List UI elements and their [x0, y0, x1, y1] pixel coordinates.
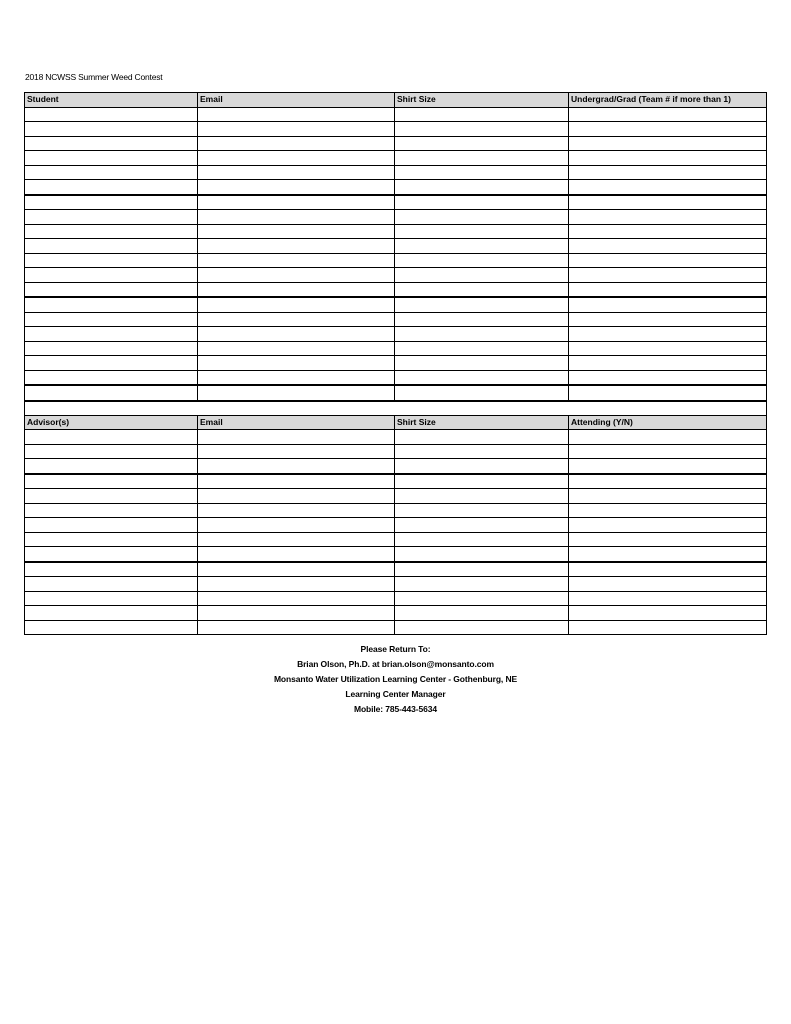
students-entry-cell[interactable] [395, 136, 569, 151]
students-entry-row [25, 341, 767, 356]
students-entry-cell[interactable] [198, 356, 395, 371]
advisors-entry-cell[interactable] [395, 562, 569, 577]
advisors-entry-cell[interactable] [198, 518, 395, 533]
contact-block [0, 642, 791, 717]
students-entry-cell[interactable] [569, 385, 767, 401]
spacer-cell [198, 401, 395, 416]
advisors-entry-cell[interactable] [569, 518, 767, 533]
students-entry-cell[interactable] [25, 282, 198, 297]
students-entry-cell[interactable] [569, 180, 767, 195]
students-entry-cell[interactable] [198, 341, 395, 356]
students-entry-cell[interactable] [395, 370, 569, 385]
advisors-entry-row [25, 547, 767, 562]
students-entry-cell[interactable] [198, 312, 395, 327]
advisors-entry-cell[interactable] [198, 459, 395, 474]
students-entry-cell[interactable] [395, 341, 569, 356]
students-entry-cell[interactable] [395, 180, 569, 195]
students-entry-row [25, 180, 767, 195]
advisors-entry-cell[interactable] [25, 430, 198, 445]
students-entry-cell[interactable] [25, 385, 198, 401]
students-entry-row [25, 165, 767, 180]
students-entry-cell[interactable] [395, 312, 569, 327]
students-entry-row [25, 327, 767, 342]
advisors-entry-row [25, 518, 767, 533]
advisors-entry-row [25, 489, 767, 504]
advisors-entry-cell[interactable] [395, 444, 569, 459]
advisors-entry-cell[interactable] [198, 562, 395, 577]
students-entry-row [25, 282, 767, 297]
document-title: 2018 NCWSS Summer Weed Contest [25, 72, 163, 82]
students-entry-cell[interactable] [569, 341, 767, 356]
students-entry-cell[interactable] [25, 210, 198, 225]
advisors-header-cell: Attending (Y/N) [569, 415, 767, 430]
students-header-cell: Shirt Size [395, 93, 569, 108]
advisors-header-cell: Shirt Size [395, 415, 569, 430]
students-entry-row [25, 312, 767, 327]
students-entry-row [25, 385, 767, 401]
students-entry-cell[interactable] [198, 268, 395, 283]
students-entry-cell[interactable] [25, 165, 198, 180]
students-entry-cell[interactable] [198, 370, 395, 385]
students-entry-cell[interactable] [25, 151, 198, 166]
students-entry-cell[interactable] [25, 253, 198, 268]
students-entry-cell[interactable] [395, 239, 569, 254]
registration-sheet [24, 92, 767, 635]
students-header-cell: Email [198, 93, 395, 108]
advisors-entry-row [25, 532, 767, 547]
students-entry-cell[interactable] [395, 122, 569, 137]
students-entry-row [25, 195, 767, 210]
advisors-entry-cell[interactable] [25, 474, 198, 489]
students-entry-row [25, 210, 767, 225]
advisors-entry-cell[interactable] [25, 547, 198, 562]
students-entry-cell[interactable] [198, 327, 395, 342]
students-entry-cell[interactable] [395, 224, 569, 239]
students-entry-cell[interactable] [198, 195, 395, 210]
advisors-entry-row [25, 444, 767, 459]
contact-role: Learning Center Manager [345, 689, 446, 699]
advisors-entry-cell[interactable] [395, 606, 569, 621]
students-entry-cell[interactable] [569, 195, 767, 210]
advisors-header-cell: Email [198, 415, 395, 430]
students-entry-cell[interactable] [569, 297, 767, 312]
students-entry-row [25, 297, 767, 312]
contact-location: Monsanto Water Utilization Learning Center - Gothenburg, NE [273, 674, 518, 684]
students-entry-cell[interactable] [395, 151, 569, 166]
students-entry-cell[interactable] [25, 327, 198, 342]
contact-heading: Please Return To: [360, 644, 431, 654]
students-entry-cell[interactable] [569, 356, 767, 371]
students-entry-cell[interactable] [198, 385, 395, 401]
students-entry-cell[interactable] [569, 239, 767, 254]
section-spacer-row [25, 401, 767, 416]
advisors-header-row [25, 415, 767, 430]
advisors-entry-cell[interactable] [395, 547, 569, 562]
advisors-entry-cell[interactable] [198, 532, 395, 547]
students-entry-cell[interactable] [198, 282, 395, 297]
students-entry-row [25, 239, 767, 254]
students-entry-cell[interactable] [25, 341, 198, 356]
students-entry-cell[interactable] [395, 282, 569, 297]
students-entry-cell[interactable] [25, 239, 198, 254]
advisors-entry-cell[interactable] [569, 547, 767, 562]
students-entry-cell[interactable] [198, 136, 395, 151]
advisors-entry-cell[interactable] [569, 606, 767, 621]
advisors-entry-cell[interactable] [198, 474, 395, 489]
students-entry-cell[interactable] [198, 180, 395, 195]
students-entry-cell[interactable] [395, 297, 569, 312]
advisors-entry-cell[interactable] [569, 503, 767, 518]
students-entry-cell[interactable] [395, 107, 569, 122]
students-entry-cell[interactable] [25, 224, 198, 239]
advisors-entry-cell[interactable] [569, 620, 767, 635]
students-entry-cell[interactable] [569, 312, 767, 327]
students-entry-cell[interactable] [25, 297, 198, 312]
students-entry-cell[interactable] [25, 107, 198, 122]
advisors-entry-cell[interactable] [25, 459, 198, 474]
advisors-entry-cell[interactable] [198, 503, 395, 518]
advisors-entry-cell[interactable] [395, 459, 569, 474]
students-entry-cell[interactable] [395, 356, 569, 371]
students-entry-cell[interactable] [198, 165, 395, 180]
advisors-entry-cell[interactable] [395, 503, 569, 518]
advisors-entry-cell[interactable] [198, 430, 395, 445]
advisors-entry-cell[interactable] [395, 474, 569, 489]
students-entry-row [25, 370, 767, 385]
advisors-entry-cell[interactable] [395, 518, 569, 533]
students-entry-cell[interactable] [395, 210, 569, 225]
students-entry-row [25, 107, 767, 122]
students-entry-cell[interactable] [198, 239, 395, 254]
advisors-entry-row [25, 577, 767, 592]
advisors-entry-cell[interactable] [395, 577, 569, 592]
advisors-entry-cell[interactable] [395, 430, 569, 445]
students-entry-cell[interactable] [395, 165, 569, 180]
students-entry-row [25, 122, 767, 137]
advisors-entry-cell[interactable] [25, 489, 198, 504]
spacer-cell [395, 401, 569, 416]
students-entry-cell[interactable] [395, 385, 569, 401]
advisors-entry-cell[interactable] [569, 474, 767, 489]
advisors-header-cell: Advisor(s) [25, 415, 198, 430]
students-entry-cell[interactable] [569, 165, 767, 180]
students-entry-cell[interactable] [569, 151, 767, 166]
advisors-entry-cell[interactable] [198, 444, 395, 459]
students-entry-cell[interactable] [569, 253, 767, 268]
advisors-entry-cell[interactable] [25, 606, 198, 621]
students-entry-cell[interactable] [198, 122, 395, 137]
students-entry-row [25, 253, 767, 268]
students-entry-cell[interactable] [395, 268, 569, 283]
advisors-entry-cell[interactable] [395, 532, 569, 547]
advisors-entry-cell[interactable] [395, 591, 569, 606]
advisors-entry-row [25, 474, 767, 489]
students-entry-cell[interactable] [25, 268, 198, 283]
advisors-entry-row [25, 562, 767, 577]
students-entry-cell[interactable] [395, 195, 569, 210]
advisors-entry-cell[interactable] [198, 577, 395, 592]
students-entry-cell[interactable] [198, 151, 395, 166]
students-entry-row [25, 136, 767, 151]
students-entry-cell[interactable] [198, 210, 395, 225]
advisors-entry-row [25, 503, 767, 518]
contact-name: Brian Olson, Ph.D. at brian.olson@monsanto.com [297, 659, 494, 669]
students-entry-row [25, 224, 767, 239]
students-entry-cell[interactable] [25, 180, 198, 195]
advisors-entry-cell[interactable] [395, 489, 569, 504]
advisors-entry-cell[interactable] [569, 591, 767, 606]
advisors-entry-cell[interactable] [25, 503, 198, 518]
advisors-entry-cell[interactable] [569, 577, 767, 592]
students-entry-cell[interactable] [25, 195, 198, 210]
advisors-entry-cell[interactable] [198, 591, 395, 606]
advisors-entry-cell[interactable] [569, 562, 767, 577]
spacer-cell [569, 401, 767, 416]
contact-phone: Mobile: 785-443-5634 [353, 704, 438, 714]
students-entry-row [25, 356, 767, 371]
students-entry-cell[interactable] [25, 312, 198, 327]
students-entry-cell[interactable] [569, 327, 767, 342]
students-header-row [25, 93, 767, 108]
students-entry-cell[interactable] [198, 224, 395, 239]
advisors-entry-cell[interactable] [198, 606, 395, 621]
advisors-entry-cell[interactable] [198, 489, 395, 504]
advisors-entry-cell[interactable] [25, 562, 198, 577]
advisors-entry-cell[interactable] [25, 532, 198, 547]
students-entry-cell[interactable] [569, 224, 767, 239]
students-entry-cell[interactable] [25, 136, 198, 151]
advisors-entry-cell[interactable] [569, 459, 767, 474]
advisors-entry-row [25, 620, 767, 635]
advisors-entry-cell[interactable] [25, 620, 198, 635]
students-header-cell: Undergrad/Grad (Team # if more than 1) [569, 93, 767, 108]
students-entry-cell[interactable] [569, 210, 767, 225]
students-entry-cell[interactable] [25, 370, 198, 385]
students-header-cell: Student [25, 93, 198, 108]
students-entry-cell[interactable] [569, 122, 767, 137]
students-entry-cell[interactable] [569, 107, 767, 122]
advisors-entry-cell[interactable] [198, 547, 395, 562]
students-entry-cell[interactable] [395, 327, 569, 342]
students-entry-cell[interactable] [25, 356, 198, 371]
advisors-entry-row [25, 591, 767, 606]
students-entry-cell[interactable] [569, 136, 767, 151]
students-entry-row [25, 268, 767, 283]
advisors-entry-cell[interactable] [569, 532, 767, 547]
advisors-entry-cell[interactable] [198, 620, 395, 635]
students-entry-cell[interactable] [198, 253, 395, 268]
advisors-entry-cell[interactable] [569, 444, 767, 459]
advisors-entry-cell[interactable] [25, 591, 198, 606]
students-entry-cell[interactable] [569, 268, 767, 283]
students-entry-cell[interactable] [25, 122, 198, 137]
advisors-entry-cell[interactable] [25, 444, 198, 459]
students-entry-cell[interactable] [198, 107, 395, 122]
students-entry-row [25, 151, 767, 166]
advisors-entry-cell[interactable] [395, 620, 569, 635]
spacer-cell [25, 401, 198, 416]
students-entry-cell[interactable] [198, 297, 395, 312]
advisors-entry-cell[interactable] [569, 489, 767, 504]
advisors-entry-cell[interactable] [25, 518, 198, 533]
advisors-entry-row [25, 606, 767, 621]
students-entry-cell[interactable] [569, 370, 767, 385]
students-entry-cell[interactable] [395, 253, 569, 268]
advisors-entry-cell[interactable] [25, 577, 198, 592]
students-entry-cell[interactable] [569, 282, 767, 297]
advisors-entry-row [25, 430, 767, 445]
advisors-entry-cell[interactable] [569, 430, 767, 445]
advisors-entry-row [25, 459, 767, 474]
